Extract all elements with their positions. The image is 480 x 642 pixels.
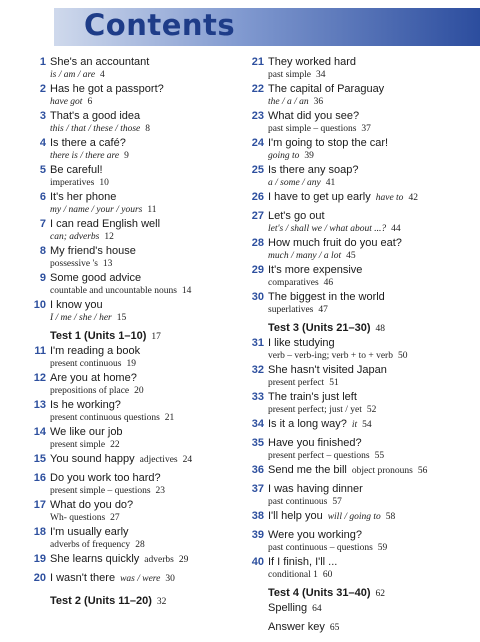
unit-title: Were you working? bbox=[268, 529, 362, 541]
unit-entry[interactable] bbox=[28, 299, 242, 326]
unit-number: 26 bbox=[251, 191, 264, 203]
unit-number: 8 bbox=[39, 245, 46, 257]
test-entry[interactable] bbox=[246, 318, 470, 337]
unit-title-line bbox=[50, 245, 242, 258]
unit-entry[interactable] bbox=[246, 418, 470, 437]
unit-title-line bbox=[50, 191, 242, 204]
unit-entry[interactable] bbox=[246, 210, 470, 237]
test-title: Test 2 (Units 11–20) bbox=[50, 595, 152, 607]
grammar-line bbox=[50, 177, 242, 189]
grammar-point: I / me / she / her bbox=[50, 313, 112, 323]
unit-entry[interactable] bbox=[28, 191, 242, 218]
unit-title: I wasn't there bbox=[50, 572, 116, 584]
page-number: 19 bbox=[126, 359, 137, 369]
page-number: 17 bbox=[151, 332, 161, 342]
page-number: 41 bbox=[325, 178, 336, 188]
unit-number: 4 bbox=[39, 137, 46, 149]
unit-title: I was having dinner bbox=[268, 483, 363, 495]
unit-title: If I finish, I'll ... bbox=[268, 556, 338, 568]
unit-number: 40 bbox=[251, 556, 264, 568]
page-number: 45 bbox=[346, 251, 356, 261]
test-entry[interactable] bbox=[246, 583, 470, 602]
section-entry[interactable] bbox=[246, 621, 470, 640]
unit-title: Some good advice bbox=[50, 272, 142, 284]
unit-number: 15 bbox=[33, 453, 46, 465]
contents-column-left bbox=[28, 56, 242, 610]
grammar-line bbox=[50, 204, 242, 216]
unit-title-line bbox=[50, 426, 242, 439]
page-number: 51 bbox=[329, 378, 339, 388]
grammar-line bbox=[268, 404, 470, 416]
contents-column-right bbox=[246, 56, 470, 640]
unit-entry[interactable] bbox=[28, 426, 242, 453]
page-title: Contents bbox=[84, 8, 236, 42]
section-entry[interactable] bbox=[246, 602, 470, 621]
unit-title-line bbox=[268, 291, 470, 304]
grammar-point: imperatives bbox=[50, 178, 95, 188]
page-number: 22 bbox=[110, 440, 120, 450]
grammar-point: have got bbox=[50, 97, 83, 107]
unit-number: 39 bbox=[251, 529, 264, 541]
unit-entry[interactable] bbox=[246, 291, 470, 318]
unit-entry[interactable] bbox=[28, 526, 242, 553]
unit-entry[interactable] bbox=[246, 83, 470, 110]
unit-entry[interactable] bbox=[246, 437, 470, 464]
page-number: 9 bbox=[124, 151, 129, 161]
page-number: 59 bbox=[377, 543, 388, 553]
page-number: 4 bbox=[100, 70, 105, 80]
grammar-point: countable and uncountable nouns bbox=[50, 286, 177, 296]
page-number: 58 bbox=[385, 512, 396, 522]
grammar-point: present continuous questions bbox=[50, 413, 160, 423]
unit-entry[interactable] bbox=[246, 337, 470, 364]
page-number: 36 bbox=[313, 97, 324, 107]
unit-title-line bbox=[268, 191, 470, 205]
unit-number: 22 bbox=[251, 83, 264, 95]
grammar-point: present continuous bbox=[50, 359, 122, 369]
grammar-line bbox=[50, 412, 242, 424]
unit-entry[interactable] bbox=[28, 572, 242, 591]
unit-title-line bbox=[268, 237, 470, 250]
test-title: Test 3 (Units 21–30) bbox=[268, 322, 371, 334]
grammar-point: superlatives bbox=[268, 305, 314, 315]
page-number: 42 bbox=[408, 193, 418, 203]
page-number: 8 bbox=[145, 124, 150, 134]
unit-title-line bbox=[268, 164, 470, 177]
unit-title: She hasn't visited Japan bbox=[268, 364, 387, 376]
page-number: 64 bbox=[312, 604, 322, 614]
page-number: 28 bbox=[135, 540, 145, 550]
unit-title: Are you at home? bbox=[50, 372, 137, 384]
unit-title-line bbox=[268, 210, 470, 223]
grammar-line bbox=[50, 96, 242, 108]
unit-title-line bbox=[50, 453, 242, 467]
unit-title: Do you work too hard? bbox=[50, 472, 161, 484]
grammar-line bbox=[268, 69, 470, 81]
unit-entry[interactable] bbox=[28, 110, 242, 137]
grammar-line bbox=[50, 385, 242, 397]
grammar-point: verb – verb-ing; verb + to + verb bbox=[268, 351, 393, 361]
unit-title: I know you bbox=[50, 299, 103, 311]
unit-number: 3 bbox=[39, 110, 46, 122]
grammar-line bbox=[268, 177, 470, 189]
page-number: 13 bbox=[102, 259, 113, 269]
page-number: 54 bbox=[362, 420, 372, 430]
grammar-point: going to bbox=[268, 151, 300, 161]
page-number: 23 bbox=[155, 486, 166, 496]
unit-title: Is it a long way? bbox=[268, 418, 347, 430]
unit-title: My friend's house bbox=[50, 245, 136, 257]
unit-title: We like our job bbox=[50, 426, 123, 438]
unit-title-line bbox=[50, 553, 242, 567]
unit-entry[interactable] bbox=[246, 191, 470, 210]
page-number: 60 bbox=[322, 570, 333, 580]
unit-entry[interactable] bbox=[28, 272, 242, 299]
unit-entry[interactable] bbox=[246, 56, 470, 83]
unit-number: 35 bbox=[251, 437, 264, 449]
grammar-point: let's / shall we / what about ...? bbox=[268, 224, 387, 234]
unit-title-line bbox=[268, 264, 470, 277]
test-entry[interactable] bbox=[28, 326, 242, 345]
grammar-point: conditional 1 bbox=[268, 570, 318, 580]
unit-number: 37 bbox=[251, 483, 264, 495]
unit-number: 2 bbox=[39, 83, 46, 95]
grammar-point: possessive 's bbox=[50, 259, 98, 269]
grammar-point: there is / there are bbox=[50, 151, 120, 161]
unit-title-line bbox=[50, 526, 242, 539]
unit-number: 29 bbox=[251, 264, 264, 276]
unit-entry[interactable] bbox=[246, 483, 470, 510]
unit-title-line bbox=[50, 164, 242, 177]
page-number: 21 bbox=[164, 413, 175, 423]
unit-title: I'll help you bbox=[268, 510, 323, 522]
unit-number: 9 bbox=[39, 272, 46, 284]
unit-title-line bbox=[268, 437, 470, 450]
page-number: 15 bbox=[116, 313, 127, 323]
unit-number: 31 bbox=[251, 337, 264, 349]
unit-title: I can read English well bbox=[50, 218, 161, 230]
grammar-line bbox=[268, 150, 470, 162]
grammar-point: past simple bbox=[268, 70, 312, 80]
page-number: 48 bbox=[375, 324, 386, 334]
unit-title: Is he working? bbox=[50, 399, 121, 411]
grammar-point: present perfect – questions bbox=[268, 451, 370, 461]
unit-title-line bbox=[50, 345, 242, 358]
unit-title-line bbox=[268, 137, 470, 150]
unit-entry[interactable] bbox=[246, 237, 470, 264]
unit-number: 27 bbox=[251, 210, 264, 222]
unit-entry[interactable] bbox=[28, 499, 242, 526]
grammar-line bbox=[268, 223, 470, 235]
grammar-point: adjectives bbox=[139, 455, 178, 465]
unit-title-line bbox=[50, 137, 242, 150]
page-number: 46 bbox=[323, 278, 334, 288]
unit-title-line bbox=[50, 299, 242, 312]
unit-entry[interactable] bbox=[246, 264, 470, 291]
unit-entry[interactable] bbox=[246, 529, 470, 556]
unit-entry[interactable] bbox=[28, 83, 242, 110]
unit-title: I'm reading a book bbox=[50, 345, 141, 357]
grammar-point: it bbox=[351, 420, 358, 430]
unit-title: The biggest in the world bbox=[268, 291, 385, 303]
unit-title: I'm usually early bbox=[50, 526, 129, 538]
page-number: 47 bbox=[318, 305, 328, 315]
unit-title-line bbox=[268, 364, 470, 377]
page-number: 44 bbox=[391, 224, 401, 234]
unit-title: The train's just left bbox=[268, 391, 357, 403]
unit-entry[interactable] bbox=[28, 345, 242, 372]
page-number: 34 bbox=[316, 70, 326, 80]
page-number: 32 bbox=[156, 597, 167, 607]
grammar-point: a / some / any bbox=[268, 178, 321, 188]
unit-title: How much fruit do you eat? bbox=[268, 237, 402, 249]
unit-number: 12 bbox=[33, 372, 46, 384]
unit-title-line bbox=[50, 83, 242, 96]
page-number: 55 bbox=[374, 451, 385, 461]
unit-entry[interactable] bbox=[28, 137, 242, 164]
grammar-line bbox=[268, 450, 470, 462]
unit-title: The capital of Paraguay bbox=[268, 83, 385, 95]
grammar-point: have to bbox=[375, 193, 404, 203]
unit-title: Is there any soap? bbox=[268, 164, 359, 176]
unit-title-line bbox=[268, 510, 470, 524]
unit-title-line bbox=[268, 483, 470, 496]
page-number: 29 bbox=[178, 555, 189, 565]
unit-number: 34 bbox=[251, 418, 264, 430]
grammar-line bbox=[50, 123, 242, 135]
unit-entry[interactable] bbox=[28, 472, 242, 499]
unit-number: 38 bbox=[251, 510, 264, 522]
grammar-line bbox=[50, 69, 242, 81]
grammar-line bbox=[268, 377, 470, 389]
grammar-point: past continuous – questions bbox=[268, 543, 373, 553]
page-number: 56 bbox=[417, 466, 428, 476]
unit-title: That's a good idea bbox=[50, 110, 141, 122]
unit-title-line bbox=[268, 529, 470, 542]
grammar-point: can; adverbs bbox=[50, 232, 100, 242]
unit-title-line bbox=[268, 464, 470, 478]
unit-number: 1 bbox=[39, 56, 46, 68]
unit-title-line bbox=[50, 110, 242, 123]
unit-title: What do you do? bbox=[50, 499, 134, 511]
test-entry[interactable] bbox=[28, 591, 242, 610]
unit-title-line bbox=[50, 572, 242, 586]
unit-title-line bbox=[50, 272, 242, 285]
page-number: 11 bbox=[147, 205, 157, 215]
unit-number: 25 bbox=[251, 164, 264, 176]
unit-number: 23 bbox=[251, 110, 264, 122]
grammar-point: past continuous bbox=[268, 497, 328, 507]
grammar-line bbox=[268, 569, 470, 581]
page-number: 6 bbox=[87, 97, 93, 107]
unit-title: Be careful! bbox=[50, 164, 103, 176]
grammar-line bbox=[50, 285, 242, 297]
grammar-point: comparatives bbox=[268, 278, 319, 288]
unit-entry[interactable] bbox=[246, 391, 470, 418]
unit-entry[interactable] bbox=[28, 399, 242, 426]
grammar-line bbox=[268, 496, 470, 508]
unit-entry[interactable] bbox=[246, 110, 470, 137]
unit-title-line bbox=[268, 337, 470, 350]
unit-title: Send me the bill bbox=[268, 464, 347, 476]
unit-number: 19 bbox=[33, 553, 46, 565]
unit-number: 36 bbox=[251, 464, 264, 476]
page-number: 14 bbox=[181, 286, 192, 296]
grammar-point: adverbs bbox=[144, 555, 174, 565]
unit-title: You sound happy bbox=[50, 453, 135, 465]
grammar-line bbox=[268, 123, 470, 135]
grammar-point: is / am / are bbox=[50, 70, 96, 80]
unit-entry[interactable] bbox=[28, 372, 242, 399]
section-title: Answer key bbox=[268, 621, 325, 633]
unit-title: What did you see? bbox=[268, 110, 360, 122]
page-number: 10 bbox=[99, 178, 109, 188]
test-title: Test 1 (Units 1–10) bbox=[50, 330, 147, 342]
unit-title: I have to get up early bbox=[268, 191, 371, 203]
unit-title-line bbox=[268, 56, 470, 69]
grammar-line bbox=[268, 350, 470, 362]
unit-title: It's more expensive bbox=[268, 264, 363, 276]
grammar-line bbox=[268, 304, 470, 316]
unit-entry[interactable] bbox=[28, 164, 242, 191]
unit-title: Have you finished? bbox=[268, 437, 362, 449]
grammar-line bbox=[50, 485, 242, 497]
unit-number: 24 bbox=[251, 137, 264, 149]
unit-number: 18 bbox=[33, 526, 46, 538]
unit-title: She learns quickly bbox=[50, 553, 140, 565]
grammar-line bbox=[50, 258, 242, 270]
grammar-line bbox=[50, 539, 242, 551]
unit-number: 17 bbox=[33, 499, 46, 511]
grammar-point: Wh- questions bbox=[50, 513, 106, 523]
unit-entry[interactable] bbox=[246, 464, 470, 483]
unit-number: 30 bbox=[251, 291, 264, 303]
grammar-line bbox=[268, 250, 470, 262]
unit-entry[interactable] bbox=[28, 245, 242, 272]
grammar-point: present simple – questions bbox=[50, 486, 151, 496]
unit-title-line bbox=[50, 399, 242, 412]
grammar-point: will / going to bbox=[327, 512, 381, 522]
unit-entry[interactable] bbox=[28, 453, 242, 472]
page-number: 65 bbox=[329, 623, 340, 633]
grammar-line bbox=[50, 512, 242, 524]
unit-title: She's an accountant bbox=[50, 56, 150, 68]
grammar-point: object pronouns bbox=[351, 466, 413, 476]
unit-title-line bbox=[268, 110, 470, 123]
unit-title: They worked hard bbox=[268, 56, 357, 68]
page-number: 37 bbox=[361, 124, 371, 134]
page-number: 39 bbox=[304, 151, 314, 161]
unit-title: Let's go out bbox=[268, 210, 325, 222]
unit-title-line bbox=[50, 472, 242, 485]
unit-title-line bbox=[50, 56, 242, 69]
page-number: 27 bbox=[110, 513, 120, 523]
grammar-point: my / name / your / yours bbox=[50, 205, 143, 215]
unit-title-line bbox=[268, 556, 470, 569]
section-title: Spelling bbox=[268, 602, 308, 614]
unit-entry[interactable] bbox=[246, 556, 470, 583]
unit-number: 7 bbox=[39, 218, 46, 230]
unit-number: 20 bbox=[33, 572, 46, 584]
grammar-line bbox=[268, 96, 470, 108]
unit-entry[interactable] bbox=[28, 218, 242, 245]
unit-title: I'm going to stop the car! bbox=[268, 137, 389, 149]
unit-entry[interactable] bbox=[246, 364, 470, 391]
grammar-point: this / that / these / those bbox=[50, 124, 141, 134]
page-number: 57 bbox=[332, 497, 342, 507]
unit-number: 33 bbox=[251, 391, 264, 403]
page-number: 12 bbox=[104, 232, 114, 242]
unit-title-line bbox=[50, 372, 242, 385]
grammar-line bbox=[50, 312, 242, 324]
grammar-point: much / many / a lot bbox=[268, 251, 342, 261]
unit-title: Has he got a passport? bbox=[50, 83, 164, 95]
page-number: 50 bbox=[397, 351, 408, 361]
unit-number: 21 bbox=[251, 56, 264, 68]
unit-number: 10 bbox=[33, 299, 46, 311]
page-number: 30 bbox=[165, 574, 175, 584]
unit-title: I like studying bbox=[268, 337, 335, 349]
test-title: Test 4 (Units 31–40) bbox=[268, 587, 371, 599]
unit-entry[interactable] bbox=[246, 164, 470, 191]
unit-number: 13 bbox=[33, 399, 46, 411]
unit-title-line bbox=[50, 499, 242, 512]
page-number: 24 bbox=[182, 455, 193, 465]
unit-title-line bbox=[268, 83, 470, 96]
unit-number: 32 bbox=[251, 364, 264, 376]
page-number: 20 bbox=[134, 386, 144, 396]
unit-title: Is there a café? bbox=[50, 137, 126, 149]
page-number: 52 bbox=[366, 405, 377, 415]
grammar-point: present perfect bbox=[268, 378, 325, 388]
grammar-line bbox=[50, 439, 242, 451]
grammar-point: the / a / an bbox=[268, 97, 309, 107]
page-number: 62 bbox=[375, 589, 386, 599]
unit-entry[interactable] bbox=[246, 510, 470, 529]
grammar-point: prepositions of place bbox=[50, 386, 130, 396]
unit-entry[interactable] bbox=[246, 137, 470, 164]
grammar-point: adverbs of frequency bbox=[50, 540, 131, 550]
grammar-line bbox=[50, 358, 242, 370]
unit-entry[interactable] bbox=[28, 553, 242, 572]
unit-number: 14 bbox=[33, 426, 46, 438]
grammar-line bbox=[50, 150, 242, 162]
grammar-line bbox=[268, 542, 470, 554]
grammar-point: past simple – questions bbox=[268, 124, 357, 134]
unit-title-line bbox=[268, 391, 470, 404]
unit-number: 28 bbox=[251, 237, 264, 249]
grammar-point: was / were bbox=[120, 574, 161, 584]
unit-title-line bbox=[50, 218, 242, 231]
unit-number: 5 bbox=[39, 164, 46, 176]
unit-title: It's her phone bbox=[50, 191, 117, 203]
unit-entry[interactable] bbox=[28, 56, 242, 83]
unit-number: 6 bbox=[39, 191, 46, 203]
grammar-line bbox=[268, 277, 470, 289]
unit-number: 16 bbox=[33, 472, 46, 484]
unit-title-line bbox=[268, 418, 470, 432]
grammar-point: present perfect; just / yet bbox=[268, 405, 362, 415]
grammar-line bbox=[50, 231, 242, 243]
unit-number: 11 bbox=[34, 345, 46, 357]
grammar-point: present simple bbox=[50, 440, 106, 450]
